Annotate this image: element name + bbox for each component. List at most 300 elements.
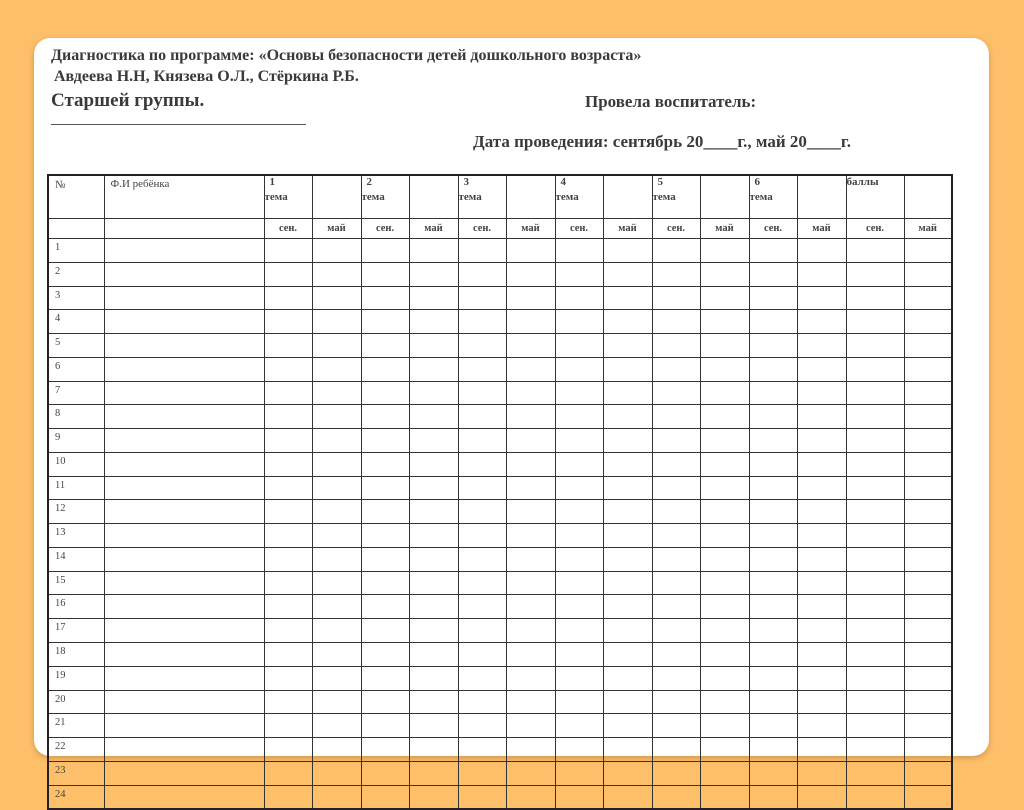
score-cell (797, 452, 846, 476)
score-cell (361, 262, 409, 286)
header-topic-4 (555, 175, 603, 219)
score-cell (409, 643, 458, 667)
score-cell (506, 666, 555, 690)
score-cell (904, 738, 952, 762)
score-cell (506, 571, 555, 595)
score-cell (409, 690, 458, 714)
table-row (48, 761, 952, 785)
score-cell (749, 524, 797, 548)
score-cell (312, 785, 361, 809)
score-cell (312, 619, 361, 643)
score-cell (361, 429, 409, 453)
score-cell (409, 381, 458, 405)
score-cell (555, 690, 603, 714)
score-cell (603, 761, 652, 785)
score-cell (312, 286, 361, 310)
score-cell (700, 500, 749, 524)
score-cell (458, 714, 506, 738)
header-topic-2 (361, 175, 409, 219)
topic-number: 6 (754, 176, 760, 188)
score-cell (506, 714, 555, 738)
score-cell (264, 452, 312, 476)
score-cell (603, 381, 652, 405)
row-number: 12 (48, 500, 104, 524)
score-cell (846, 761, 904, 785)
child-name-cell (104, 595, 264, 619)
score-cell (555, 524, 603, 548)
row-number: 22 (48, 738, 104, 762)
score-cell (555, 643, 603, 667)
child-name-cell (104, 500, 264, 524)
header-topic-6 (749, 175, 797, 219)
score-cell (700, 666, 749, 690)
score-cell (264, 429, 312, 453)
score-cell (409, 714, 458, 738)
score-cell (555, 262, 603, 286)
score-cell (555, 476, 603, 500)
score-cell (506, 286, 555, 310)
score-cell (458, 690, 506, 714)
child-name-cell (104, 690, 264, 714)
score-cell (312, 381, 361, 405)
score-cell (312, 761, 361, 785)
header-topic-4-blank (603, 175, 652, 219)
score-cell (603, 429, 652, 453)
score-cell (749, 785, 797, 809)
score-cell (264, 334, 312, 358)
slide (34, 38, 989, 800)
teacher-label: Провела воспитатель: (585, 92, 757, 111)
score-cell (846, 785, 904, 809)
row-number: 19 (48, 666, 104, 690)
score-cell (904, 476, 952, 500)
score-cell (506, 738, 555, 762)
score-cell (506, 643, 555, 667)
score-cell (458, 310, 506, 334)
child-name-cell (104, 405, 264, 429)
score-cell (904, 286, 952, 310)
table-row (48, 571, 952, 595)
score-cell (700, 476, 749, 500)
table-row (48, 666, 952, 690)
score-cell (409, 452, 458, 476)
score-cell (797, 690, 846, 714)
score-cell (700, 429, 749, 453)
header-topic-1-blank (312, 175, 361, 219)
score-cell (555, 286, 603, 310)
score-cell (904, 595, 952, 619)
score-cell (506, 690, 555, 714)
score-cell (312, 262, 361, 286)
score-cell (797, 761, 846, 785)
score-cell (700, 405, 749, 429)
child-name-cell (104, 666, 264, 690)
topic-number: 3 (463, 176, 469, 188)
topic-number: 4 (560, 176, 566, 188)
score-cell (749, 310, 797, 334)
score-cell (506, 429, 555, 453)
score-cell (700, 571, 749, 595)
score-cell (797, 595, 846, 619)
score-cell (264, 761, 312, 785)
score-cell (797, 524, 846, 548)
score-cell (506, 524, 555, 548)
score-cell (361, 476, 409, 500)
score-cell (652, 666, 700, 690)
child-name-cell (104, 286, 264, 310)
score-cell (361, 381, 409, 405)
score-cell (264, 785, 312, 809)
score-cell (264, 524, 312, 548)
score-cell (361, 357, 409, 381)
row-number: 14 (48, 547, 104, 571)
score-cell (652, 524, 700, 548)
score-cell (361, 452, 409, 476)
sub-label-sep: сен. (361, 219, 409, 239)
row-number: 16 (48, 595, 104, 619)
score-cell (555, 738, 603, 762)
score-cell (603, 595, 652, 619)
score-cell (603, 500, 652, 524)
table-row (48, 405, 952, 429)
score-cell (458, 785, 506, 809)
score-cell (904, 262, 952, 286)
score-cell (700, 643, 749, 667)
score-cell (264, 310, 312, 334)
score-cell (409, 595, 458, 619)
score-cell (312, 429, 361, 453)
score-cell (652, 714, 700, 738)
diagnostic-table (47, 174, 953, 810)
score-cell (312, 690, 361, 714)
score-cell (904, 357, 952, 381)
score-cell (652, 405, 700, 429)
score-cell (904, 429, 952, 453)
child-name-cell (104, 310, 264, 334)
topic-word: тема (749, 191, 773, 203)
score-cell (652, 429, 700, 453)
score-cell (652, 785, 700, 809)
score-cell (264, 286, 312, 310)
score-cell (603, 286, 652, 310)
score-cell (904, 381, 952, 405)
child-name-cell (104, 785, 264, 809)
score-cell (652, 452, 700, 476)
score-cell (603, 357, 652, 381)
score-cell (264, 714, 312, 738)
score-cell (603, 452, 652, 476)
score-cell (361, 310, 409, 334)
score-cell (904, 571, 952, 595)
score-cell (555, 595, 603, 619)
sub-label-sep: сен. (458, 219, 506, 239)
score-cell (904, 785, 952, 809)
score-cell (264, 476, 312, 500)
score-cell (603, 666, 652, 690)
child-name-cell (104, 714, 264, 738)
score-cell (749, 714, 797, 738)
score-cell (603, 571, 652, 595)
score-cell (797, 714, 846, 738)
score-cell (361, 547, 409, 571)
score-cell (700, 334, 749, 358)
score-cell (409, 334, 458, 358)
child-name-cell (104, 357, 264, 381)
score-cell (700, 738, 749, 762)
score-cell (652, 381, 700, 405)
row-number: 6 (48, 357, 104, 381)
score-cell (361, 239, 409, 263)
score-cell (846, 571, 904, 595)
score-cell (700, 524, 749, 548)
score-cell (603, 476, 652, 500)
score-cell (409, 239, 458, 263)
score-cell (506, 761, 555, 785)
score-cell (506, 785, 555, 809)
score-cell (603, 785, 652, 809)
score-cell (409, 500, 458, 524)
score-cell (652, 571, 700, 595)
score-cell (361, 334, 409, 358)
child-name-cell (104, 262, 264, 286)
score-cell (506, 357, 555, 381)
score-cell (749, 643, 797, 667)
score-cell (846, 595, 904, 619)
table-row (48, 500, 952, 524)
score-cell (409, 547, 458, 571)
score-cell (458, 500, 506, 524)
header-topic-5 (652, 175, 700, 219)
score-cell (409, 286, 458, 310)
table-row (48, 334, 952, 358)
score-cell (846, 643, 904, 667)
score-cell (264, 239, 312, 263)
sub-label-may: май (700, 219, 749, 239)
score-cell (506, 239, 555, 263)
topic-number: 1 (269, 176, 275, 188)
score-cell (555, 571, 603, 595)
score-cell (264, 381, 312, 405)
score-cell (458, 524, 506, 548)
score-cell (846, 476, 904, 500)
score-cell (749, 452, 797, 476)
score-cell (506, 262, 555, 286)
score-cell (749, 239, 797, 263)
score-cell (361, 714, 409, 738)
score-cell (264, 666, 312, 690)
score-cell (264, 547, 312, 571)
score-cell (700, 357, 749, 381)
table-subheader-row (48, 219, 952, 239)
blank-line (51, 124, 306, 125)
score-cell (652, 239, 700, 263)
header-topic-3 (458, 175, 506, 219)
score-cell (700, 595, 749, 619)
sub-label-sep: сен. (555, 219, 603, 239)
score-cell (264, 500, 312, 524)
table-row (48, 476, 952, 500)
child-name-cell (104, 239, 264, 263)
score-cell (458, 334, 506, 358)
score-cell (797, 785, 846, 809)
score-cell (652, 738, 700, 762)
score-cell (361, 405, 409, 429)
score-cell (749, 595, 797, 619)
score-cell (652, 595, 700, 619)
score-cell (409, 666, 458, 690)
row-number: 4 (48, 310, 104, 334)
score-cell (700, 547, 749, 571)
table-row (48, 738, 952, 762)
child-name-cell (104, 761, 264, 785)
score-cell (797, 239, 846, 263)
row-number: 3 (48, 286, 104, 310)
row-number: 23 (48, 761, 104, 785)
score-cell (458, 381, 506, 405)
sub-label-sep: сен. (264, 219, 312, 239)
score-cell (652, 334, 700, 358)
sub-label-may: май (797, 219, 846, 239)
table-header-row (48, 175, 952, 219)
score-cell (312, 239, 361, 263)
sub-label-may: май (506, 219, 555, 239)
header-topic-2-blank (409, 175, 458, 219)
header-number (48, 175, 104, 219)
score-cell (312, 334, 361, 358)
score-cell (904, 405, 952, 429)
child-name-cell (104, 619, 264, 643)
score-cell (458, 452, 506, 476)
header-topic-1 (264, 175, 312, 219)
score-cell (904, 714, 952, 738)
row-number: 9 (48, 429, 104, 453)
score-cell (409, 619, 458, 643)
score-cell (506, 500, 555, 524)
topic-word: тема (264, 191, 288, 203)
sub-label-may: май (904, 219, 952, 239)
score-cell (749, 334, 797, 358)
score-cell (652, 286, 700, 310)
table-row (48, 381, 952, 405)
table-row (48, 452, 952, 476)
topic-number: 2 (366, 176, 372, 188)
date-line: Дата проведения: сентябрь 20____г., май 20____г. (473, 132, 851, 151)
score-cell (652, 262, 700, 286)
score-cell (749, 690, 797, 714)
score-cell (409, 761, 458, 785)
score-cell (846, 239, 904, 263)
score-cell (264, 643, 312, 667)
score-cell (846, 738, 904, 762)
score-cell (312, 405, 361, 429)
score-cell (749, 476, 797, 500)
score-cell (603, 738, 652, 762)
score-cell (846, 381, 904, 405)
score-cell (555, 452, 603, 476)
score-cell (846, 452, 904, 476)
score-cell (749, 738, 797, 762)
score-cell (846, 334, 904, 358)
score-cell (506, 452, 555, 476)
score-cell (458, 738, 506, 762)
score-cell (458, 666, 506, 690)
table-row (48, 595, 952, 619)
child-name-cell (104, 476, 264, 500)
table-row (48, 310, 952, 334)
score-cell (264, 595, 312, 619)
score-cell (409, 262, 458, 286)
score-cell (312, 595, 361, 619)
child-name-cell (104, 429, 264, 453)
score-cell (797, 334, 846, 358)
row-number: 2 (48, 262, 104, 286)
score-cell (264, 571, 312, 595)
score-cell (264, 690, 312, 714)
score-cell (904, 643, 952, 667)
score-cell (506, 547, 555, 571)
row-number: 17 (48, 619, 104, 643)
header-score: баллы (846, 175, 904, 219)
score-cell (458, 643, 506, 667)
score-cell (846, 547, 904, 571)
sub-label-may: май (603, 219, 652, 239)
table-row (48, 262, 952, 286)
table-row (48, 286, 952, 310)
score-cell (846, 405, 904, 429)
score-cell (458, 262, 506, 286)
score-cell (797, 405, 846, 429)
score-cell (603, 334, 652, 358)
score-cell (312, 547, 361, 571)
score-cell (749, 761, 797, 785)
score-cell (749, 286, 797, 310)
score-cell (904, 524, 952, 548)
score-cell (700, 761, 749, 785)
score-cell (797, 429, 846, 453)
score-cell (458, 286, 506, 310)
document-header (34, 38, 989, 178)
score-cell (409, 524, 458, 548)
score-cell (361, 595, 409, 619)
row-number: 11 (48, 476, 104, 500)
score-cell (555, 405, 603, 429)
score-cell (312, 714, 361, 738)
score-cell (409, 571, 458, 595)
score-cell (603, 619, 652, 643)
table-row (48, 239, 952, 263)
row-number: 10 (48, 452, 104, 476)
table-row (48, 714, 952, 738)
sub-label-may: май (312, 219, 361, 239)
score-cell (797, 262, 846, 286)
score-cell (312, 500, 361, 524)
score-cell (700, 714, 749, 738)
table-row (48, 547, 952, 571)
score-cell (409, 476, 458, 500)
subheader-blank (48, 219, 104, 239)
score-cell (312, 357, 361, 381)
score-cell (749, 500, 797, 524)
score-cell (904, 619, 952, 643)
score-cell (603, 643, 652, 667)
score-cell (555, 500, 603, 524)
score-cell (506, 310, 555, 334)
score-cell (797, 476, 846, 500)
score-cell (458, 429, 506, 453)
score-cell (797, 286, 846, 310)
score-cell (312, 571, 361, 595)
score-cell (797, 547, 846, 571)
